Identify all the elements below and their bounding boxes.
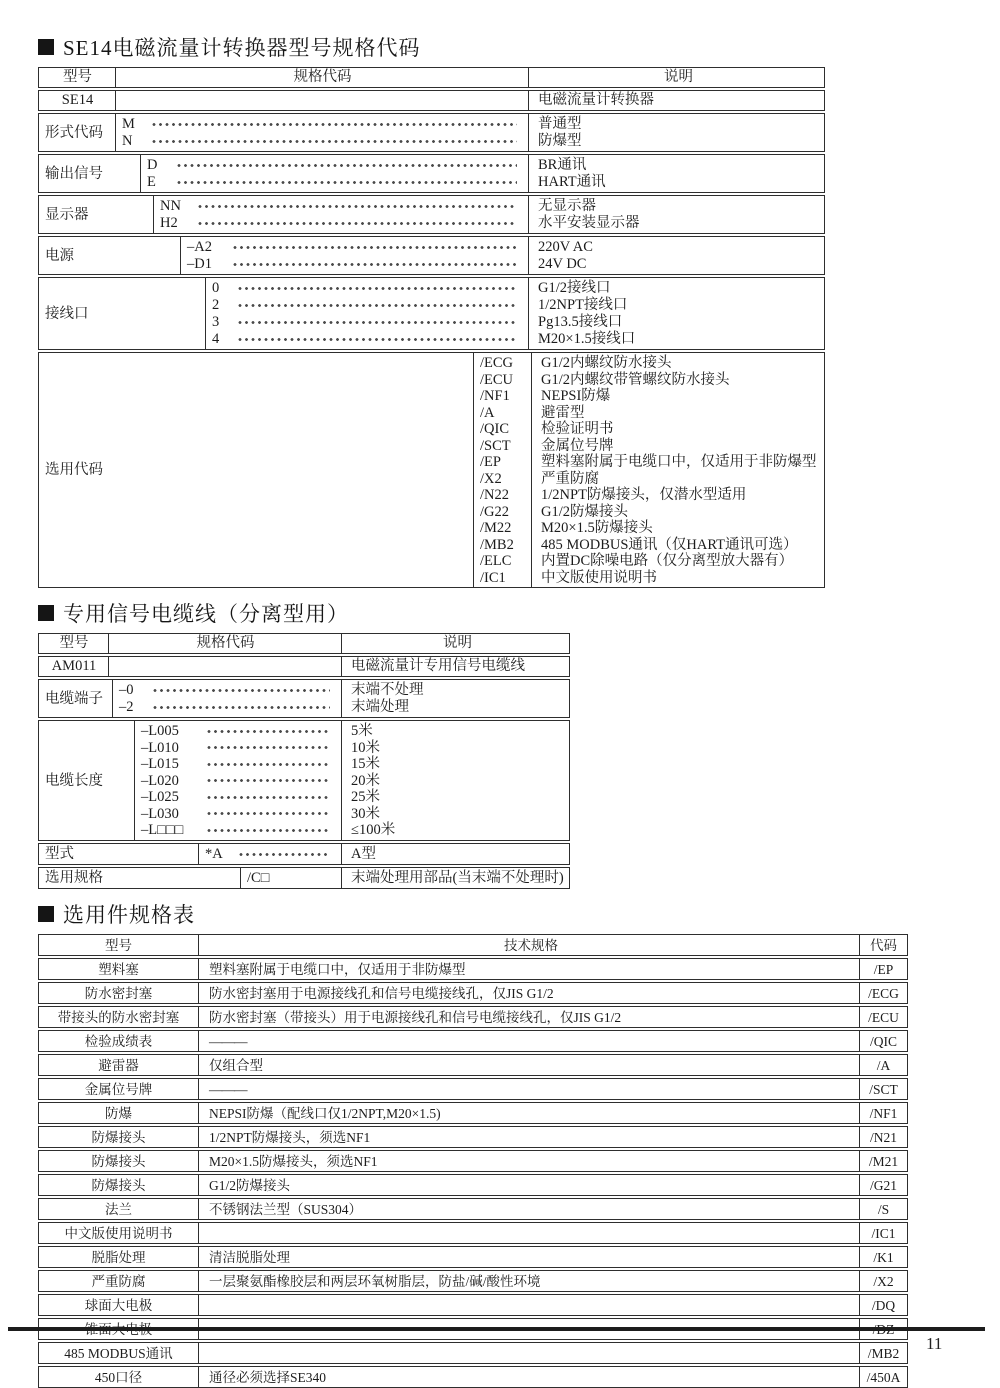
dot-leader-icon xyxy=(207,828,330,833)
spec-desc: HART通讯 xyxy=(538,174,606,190)
option-spec: 仅组合型 xyxy=(199,1055,860,1075)
option-row xyxy=(38,1294,908,1316)
spec-desc: M20×1.5防爆接头 xyxy=(541,520,653,536)
group-label: 电缆端子 xyxy=(39,680,113,717)
spec-desc: G1/2内螺纹防水接头 xyxy=(541,355,672,371)
dot-leader-icon xyxy=(238,286,517,291)
dot-leader-icon xyxy=(153,705,330,710)
page-number: 11 xyxy=(926,1334,943,1353)
option-row xyxy=(38,1270,908,1292)
dot-leader-icon xyxy=(207,729,330,734)
option-spec xyxy=(199,1223,860,1243)
code-line xyxy=(480,520,526,537)
option-model: 法兰 xyxy=(39,1199,199,1219)
dot-leader-icon xyxy=(233,245,517,250)
dot-leader-icon xyxy=(152,139,517,144)
spec-row-group xyxy=(38,236,825,275)
code-line xyxy=(187,256,523,273)
code-line xyxy=(147,174,523,191)
spec-code: 3 xyxy=(212,314,220,330)
spec-desc: 1/2NPT防爆接头，仅潜水型适用 xyxy=(541,487,747,503)
dot-leader-icon xyxy=(198,204,517,209)
spec-code: –L010 xyxy=(141,739,179,756)
option-code: /EP xyxy=(873,961,894,977)
option-row xyxy=(38,1198,908,1220)
option-spec: 清洁脱脂处理 xyxy=(199,1247,860,1267)
option-spec: 通径必须选择SE340 xyxy=(199,1367,860,1387)
square-bullet-icon xyxy=(38,605,54,621)
code-line xyxy=(480,388,526,405)
spec-desc: 末端处理 xyxy=(351,699,409,715)
section-title-text: SE14电磁流量计转换器型号规格代码 xyxy=(63,36,421,60)
code-line xyxy=(480,537,526,554)
option-spec: 不锈钢法兰型（SUS304） xyxy=(199,1199,860,1219)
dot-leader-icon xyxy=(198,221,517,226)
code-line xyxy=(480,355,526,372)
group-codes xyxy=(181,237,529,274)
col-header-spec xyxy=(109,634,342,653)
col-header-model: 型号 xyxy=(39,68,116,87)
code-line xyxy=(212,280,523,297)
spec-code: –L015 xyxy=(141,756,179,772)
col-header-code: 代码 xyxy=(870,937,897,953)
option-code: /NF1 xyxy=(869,1105,898,1121)
dot-leader-icon xyxy=(239,852,330,857)
option-code: /A xyxy=(876,1057,891,1073)
option-model: 塑料塞 xyxy=(39,959,199,979)
dot-leader-icon xyxy=(207,811,330,816)
option-row xyxy=(38,1246,908,1268)
option-row xyxy=(38,1366,908,1388)
col-header-model: 型号 xyxy=(39,634,109,653)
option-code: /X2 xyxy=(873,1273,894,1289)
code-line xyxy=(212,297,523,314)
option-spec xyxy=(199,1343,860,1363)
code-line xyxy=(480,487,526,504)
section-title-se14 xyxy=(38,32,1000,62)
dot-leader-icon xyxy=(153,688,330,693)
spec-row-group xyxy=(38,352,825,588)
option-spec: 1/2NPT防爆接头，须选NF1 xyxy=(199,1127,860,1147)
model-row xyxy=(38,90,825,111)
option-row xyxy=(38,1006,908,1028)
spec-desc: 末端处理用部品(当末端不处理时) xyxy=(351,869,564,886)
option-row xyxy=(38,982,908,1004)
spec-code: 2 xyxy=(212,297,220,313)
spec-code: D xyxy=(147,157,158,173)
group-codes xyxy=(154,196,529,233)
spec-desc: 避雷型 xyxy=(541,404,585,421)
code-line xyxy=(160,198,523,215)
spec-desc: NEPSI防爆 xyxy=(541,388,611,404)
group-codes xyxy=(241,868,342,888)
code-line xyxy=(480,405,526,422)
option-spec: ——— xyxy=(199,1031,860,1051)
group-codes xyxy=(206,278,529,349)
group-label: 输出信号 xyxy=(39,155,141,192)
spec-desc: Pg13.5接线口 xyxy=(538,314,623,330)
spec-desc: 普通型 xyxy=(538,116,582,132)
code-line xyxy=(212,314,523,331)
code-line xyxy=(480,454,526,471)
spec-desc: 20米 xyxy=(351,772,380,789)
spec-code: NN xyxy=(160,198,181,214)
option-model: 中文版使用说明书 xyxy=(39,1223,199,1243)
code-line xyxy=(480,421,526,438)
option-code: /ECG xyxy=(868,985,899,1001)
group-descs xyxy=(342,680,569,717)
spec-row-group xyxy=(38,720,570,841)
spec-code: –D1 xyxy=(187,256,212,272)
group-codes xyxy=(135,721,342,840)
options-header-row xyxy=(38,934,908,956)
group-descs xyxy=(342,868,569,888)
section-se14-codes xyxy=(38,32,1000,588)
table-header-row xyxy=(38,633,570,654)
model-desc: 电磁流量计专用信号电缆线 xyxy=(351,658,525,674)
code-line xyxy=(147,157,523,174)
spec-row-group xyxy=(38,195,825,234)
option-model: 防爆接头 xyxy=(39,1127,199,1147)
option-code: /DQ xyxy=(871,1297,896,1313)
option-spec: 防水密封塞用于电源接线孔和信号电缆接线孔，仅JIS G1/2 xyxy=(199,983,860,1003)
option-code: /SCT xyxy=(869,1081,898,1097)
spec-desc: 防爆型 xyxy=(538,133,582,149)
group-descs xyxy=(529,278,824,349)
spec-code: /M22 xyxy=(480,520,512,536)
group-label: 选用规格 xyxy=(39,868,241,888)
option-code: /M21 xyxy=(868,1153,899,1169)
spec-desc: BR通讯 xyxy=(538,157,587,173)
group-codes xyxy=(141,155,529,192)
spec-code: /A xyxy=(480,404,495,421)
code-line xyxy=(119,699,336,716)
square-bullet-icon xyxy=(38,906,54,922)
spec-row-group xyxy=(38,867,570,889)
option-row xyxy=(38,1078,908,1100)
group-codes xyxy=(199,844,342,864)
option-row xyxy=(38,1126,908,1148)
option-row xyxy=(38,1150,908,1172)
group-codes xyxy=(116,114,529,151)
col-header-spec-text: 规格代码 xyxy=(196,635,255,651)
dot-leader-icon xyxy=(177,180,517,185)
code-line xyxy=(160,215,523,232)
group-descs xyxy=(342,721,569,840)
spec-desc: 15米 xyxy=(351,756,380,772)
group-descs xyxy=(529,196,824,233)
spec-code: /ECG xyxy=(480,355,514,371)
model-row xyxy=(38,656,570,677)
signal-cable-code-table xyxy=(38,633,570,889)
dot-leader-icon xyxy=(207,778,330,783)
spec-code: –L030 xyxy=(141,805,179,822)
section-signal-cable xyxy=(38,598,1000,889)
group-label: 接线口 xyxy=(39,278,206,349)
spec-desc: 无显示器 xyxy=(538,198,596,214)
dot-leader-icon xyxy=(177,163,517,168)
code-line xyxy=(480,570,526,587)
spec-desc: M20×1.5接线口 xyxy=(538,331,636,347)
spec-desc: 水平安装显示器 xyxy=(538,215,640,231)
col-header-desc: 说明 xyxy=(443,635,472,651)
code-line xyxy=(480,553,526,570)
option-code: /G21 xyxy=(870,1177,897,1193)
spec-desc: 严重防腐 xyxy=(541,470,599,487)
spec-code: –L025 xyxy=(141,789,179,805)
option-model: 防爆接头 xyxy=(39,1151,199,1171)
spec-desc: G1/2防爆接头 xyxy=(541,503,628,520)
option-spec: G1/2防爆接头 xyxy=(199,1175,860,1195)
option-code: /ECU xyxy=(868,1009,899,1025)
footer-rule xyxy=(8,1327,985,1331)
option-spec: ——— xyxy=(199,1079,860,1099)
option-model: 球面大电极 xyxy=(39,1295,199,1315)
code-line xyxy=(141,740,336,757)
group-descs xyxy=(532,353,827,587)
group-descs xyxy=(529,114,824,151)
option-row xyxy=(38,1342,908,1364)
spec-desc: A型 xyxy=(351,845,376,862)
group-descs xyxy=(529,155,824,192)
option-row xyxy=(38,1054,908,1076)
option-spec: 防水密封塞（带接头）用于电源接线孔和信号电缆接线孔，仅JIS G1/2 xyxy=(199,1007,860,1027)
option-model: 485 MODBUS通讯 xyxy=(39,1343,199,1363)
section-title-text: 选用件规格表 xyxy=(63,902,195,927)
spec-code: *A xyxy=(205,845,223,862)
spec-code: –L005 xyxy=(141,723,179,739)
spec-row-group xyxy=(38,843,570,865)
spec-desc: 塑料塞附属于电缆口中，仅适用于非防爆型 xyxy=(541,454,817,470)
dot-leader-icon xyxy=(207,762,330,767)
code-line xyxy=(122,133,523,150)
spec-desc: 25米 xyxy=(351,789,380,805)
model-code: SE14 xyxy=(39,91,116,110)
spec-code: 4 xyxy=(212,331,220,347)
code-line xyxy=(141,822,336,839)
col-header-model: 型号 xyxy=(39,935,199,955)
spec-code: /G22 xyxy=(480,503,509,520)
spec-desc: 30米 xyxy=(351,805,380,822)
spec-desc: G1/2接线口 xyxy=(538,280,611,296)
code-line xyxy=(122,116,523,133)
spec-code: /NF1 xyxy=(480,388,510,404)
group-label: 显示器 xyxy=(39,196,154,233)
option-model: 避雷器 xyxy=(39,1055,199,1075)
option-spec: 塑料塞附属于电缆口中，仅适用于非防爆型 xyxy=(199,959,860,979)
option-code: /450A xyxy=(866,1369,901,1385)
spec-desc: 485 MODBUS通讯（仅HART通讯可选） xyxy=(541,536,798,553)
group-descs xyxy=(342,844,569,864)
spec-desc: 末端不处理 xyxy=(351,682,424,698)
option-model: 防水密封塞 xyxy=(39,983,199,1003)
group-codes xyxy=(474,353,532,587)
spec-code: /ELC xyxy=(480,553,512,569)
group-descs xyxy=(529,237,824,274)
spec-desc: 5米 xyxy=(351,723,373,739)
dot-leader-icon xyxy=(233,262,517,267)
spec-code: –A2 xyxy=(187,239,212,255)
group-label: 电源 xyxy=(39,237,181,274)
option-model: 检验成绩表 xyxy=(39,1031,199,1051)
spec-code: /C□ xyxy=(247,869,270,886)
option-model: 严重防腐 xyxy=(39,1271,199,1291)
spec-row-group xyxy=(38,277,825,350)
optional-parts-table xyxy=(38,934,908,1388)
code-line xyxy=(247,870,336,887)
spec-desc: 内置DC除噪电路（仅分离型放大器有） xyxy=(541,553,794,569)
group-label: 形式代码 xyxy=(39,114,116,151)
spec-row-group xyxy=(38,679,570,718)
option-spec: M20×1.5防爆接头，须选NF1 xyxy=(199,1151,860,1171)
spec-code: M xyxy=(122,116,135,132)
code-line xyxy=(480,372,526,389)
code-line xyxy=(205,846,336,863)
option-row xyxy=(38,1030,908,1052)
option-code: /QIC xyxy=(870,1033,897,1049)
option-model: 防爆 xyxy=(39,1103,199,1123)
spec-desc: 金属位号牌 xyxy=(541,437,614,454)
spec-code: /ECU xyxy=(480,371,514,388)
code-line xyxy=(141,789,336,806)
spec-code: /IC1 xyxy=(480,569,506,586)
option-model: 450口径 xyxy=(39,1367,199,1387)
option-row xyxy=(38,1174,908,1196)
code-line xyxy=(187,239,523,256)
group-label: 选用代码 xyxy=(39,353,474,587)
col-header-spec xyxy=(116,68,529,87)
option-spec: NEPSI防爆（配线口仅1/2NPT,M20×1.5) xyxy=(199,1103,860,1123)
model-spec-empty xyxy=(116,91,529,110)
option-code: /K1 xyxy=(873,1249,894,1265)
square-bullet-icon xyxy=(38,39,54,55)
dot-leader-icon xyxy=(238,337,517,342)
se14-model-code-table xyxy=(38,67,825,588)
col-header-spec-text: 规格代码 xyxy=(293,69,352,85)
spec-desc: 1/2NPT接线口 xyxy=(538,297,628,313)
section-title-options xyxy=(38,899,1000,929)
spec-code: /QIC xyxy=(480,421,509,437)
option-model: 防爆接头 xyxy=(39,1175,199,1195)
spec-desc: 10米 xyxy=(351,739,380,756)
spec-code: /MB2 xyxy=(480,536,514,553)
spec-code: /X2 xyxy=(480,470,502,487)
code-line xyxy=(480,471,526,488)
table-header-row xyxy=(38,67,825,88)
spec-code: N xyxy=(122,133,133,149)
code-line xyxy=(480,504,526,521)
code-line xyxy=(141,756,336,773)
spec-desc: 220V AC xyxy=(538,239,593,255)
dot-leader-icon xyxy=(238,320,517,325)
model-spec-empty xyxy=(109,657,342,676)
spec-code: E xyxy=(147,174,156,190)
option-row xyxy=(38,1222,908,1244)
model-code: AM011 xyxy=(39,657,109,676)
option-code: /N21 xyxy=(870,1129,897,1145)
dot-leader-icon xyxy=(207,795,330,800)
group-label: 电缆长度 xyxy=(39,721,135,840)
code-line xyxy=(141,773,336,790)
spec-desc: 检验证明书 xyxy=(541,421,614,437)
option-code: /S xyxy=(877,1201,890,1217)
option-row xyxy=(38,1102,908,1124)
spec-desc: G1/2内螺纹带管螺纹防水接头 xyxy=(541,371,730,388)
code-line xyxy=(119,682,336,699)
dot-leader-icon xyxy=(207,745,330,750)
spec-code: /SCT xyxy=(480,437,511,454)
spec-code: –0 xyxy=(119,682,134,698)
option-code: /IC1 xyxy=(871,1225,896,1241)
dot-leader-icon xyxy=(152,122,517,127)
code-line xyxy=(212,331,523,348)
spec-desc: 24V DC xyxy=(538,256,587,272)
spec-row-group xyxy=(38,154,825,193)
spec-code: H2 xyxy=(160,215,178,231)
option-row xyxy=(38,958,908,980)
dot-leader-icon xyxy=(238,303,517,308)
spec-code: –2 xyxy=(119,699,134,715)
code-line xyxy=(480,438,526,455)
section-title-text: 专用信号电缆线（分离型用） xyxy=(63,602,349,626)
option-model: 脱脂处理 xyxy=(39,1247,199,1267)
spec-code: /N22 xyxy=(480,487,509,503)
option-spec: 一层聚氨酯橡胶层和两层环氧树脂层，防盐/碱/酸性环境 xyxy=(199,1271,860,1291)
spec-code: –L□□□ xyxy=(141,822,184,838)
code-line xyxy=(141,723,336,740)
group-label: 型式 xyxy=(39,844,199,864)
spec-code: 0 xyxy=(212,280,220,296)
code-line xyxy=(141,806,336,823)
spec-code: –L020 xyxy=(141,772,179,789)
model-desc: 电磁流量计转换器 xyxy=(538,92,654,108)
option-spec xyxy=(199,1295,860,1315)
option-model: 金属位号牌 xyxy=(39,1079,199,1099)
spec-desc: ≤100米 xyxy=(351,822,396,838)
option-model: 带接头的防水密封塞 xyxy=(39,1007,199,1027)
section-optional-parts xyxy=(38,899,1000,1388)
col-header-spec: 技术规格 xyxy=(199,935,860,955)
spec-code: /EP xyxy=(480,454,501,470)
spec-row-group xyxy=(38,113,825,152)
section-title-cable xyxy=(38,598,1000,628)
option-code: /MB2 xyxy=(867,1345,900,1361)
col-header-desc: 说明 xyxy=(664,69,693,85)
group-codes xyxy=(113,680,342,717)
spec-desc: 中文版使用说明书 xyxy=(541,569,657,586)
